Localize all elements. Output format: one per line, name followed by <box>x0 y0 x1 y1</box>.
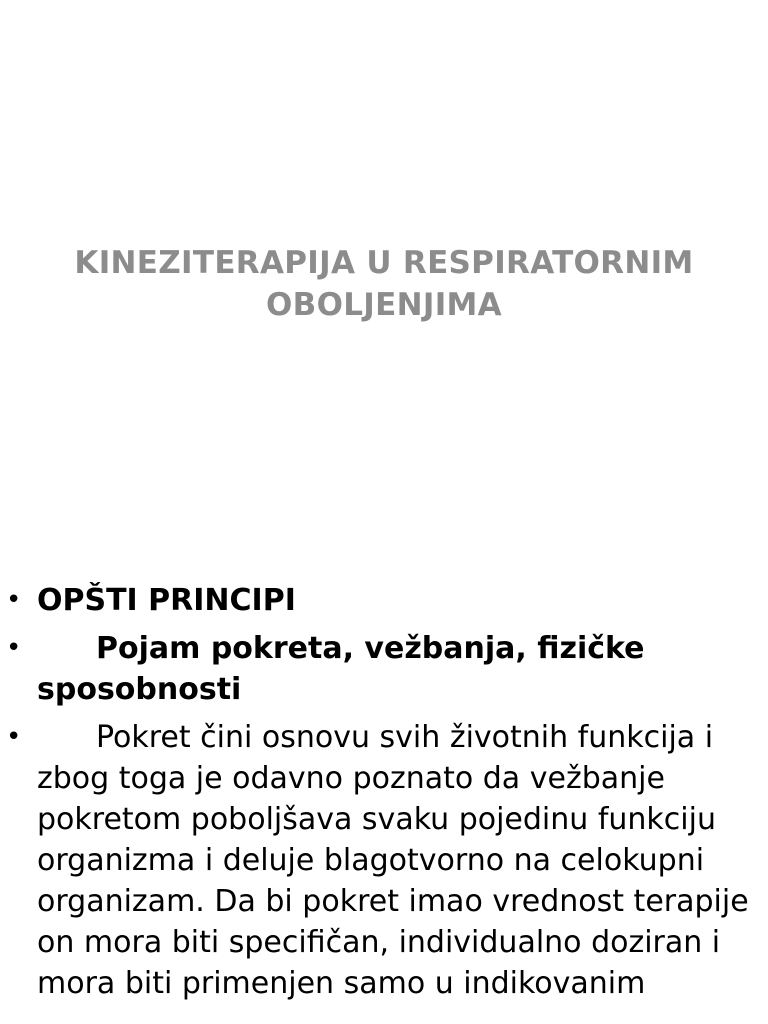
bullet-item-movement-concept <box>0 628 768 710</box>
bullet-item-general-principles <box>0 580 768 621</box>
title-line-1: KINEZITERAPIJA U RESPIRATORNIM <box>74 245 694 281</box>
bullet-list <box>0 580 768 1011</box>
title-line-2: OBOLJENJIMA <box>266 287 502 323</box>
page-title <box>0 242 768 326</box>
bullet-text: OPŠTI PRINCIPI <box>37 583 296 618</box>
bullet-icon: • <box>6 585 22 615</box>
bullet-item-movement-description <box>0 717 768 1004</box>
bullet-icon: • <box>6 633 22 663</box>
bullet-text: Pojam pokreta, vežbanja, fizičke sposobnosti <box>37 631 645 707</box>
bullet-text: Pokret čini osnovu svih životnih funkcija i zbog toga je odavno poznato da vežbanje pokretom poboljšava svaku pojedinu funkciju organizma i deluje blagotvorno na celokupni organizam. Da bi pokret imao vrednost terapije on mora biti specifičan, individualno doziran i mora biti primenjen samo u indikovanim <box>37 720 749 1001</box>
bullet-icon: • <box>6 722 22 752</box>
